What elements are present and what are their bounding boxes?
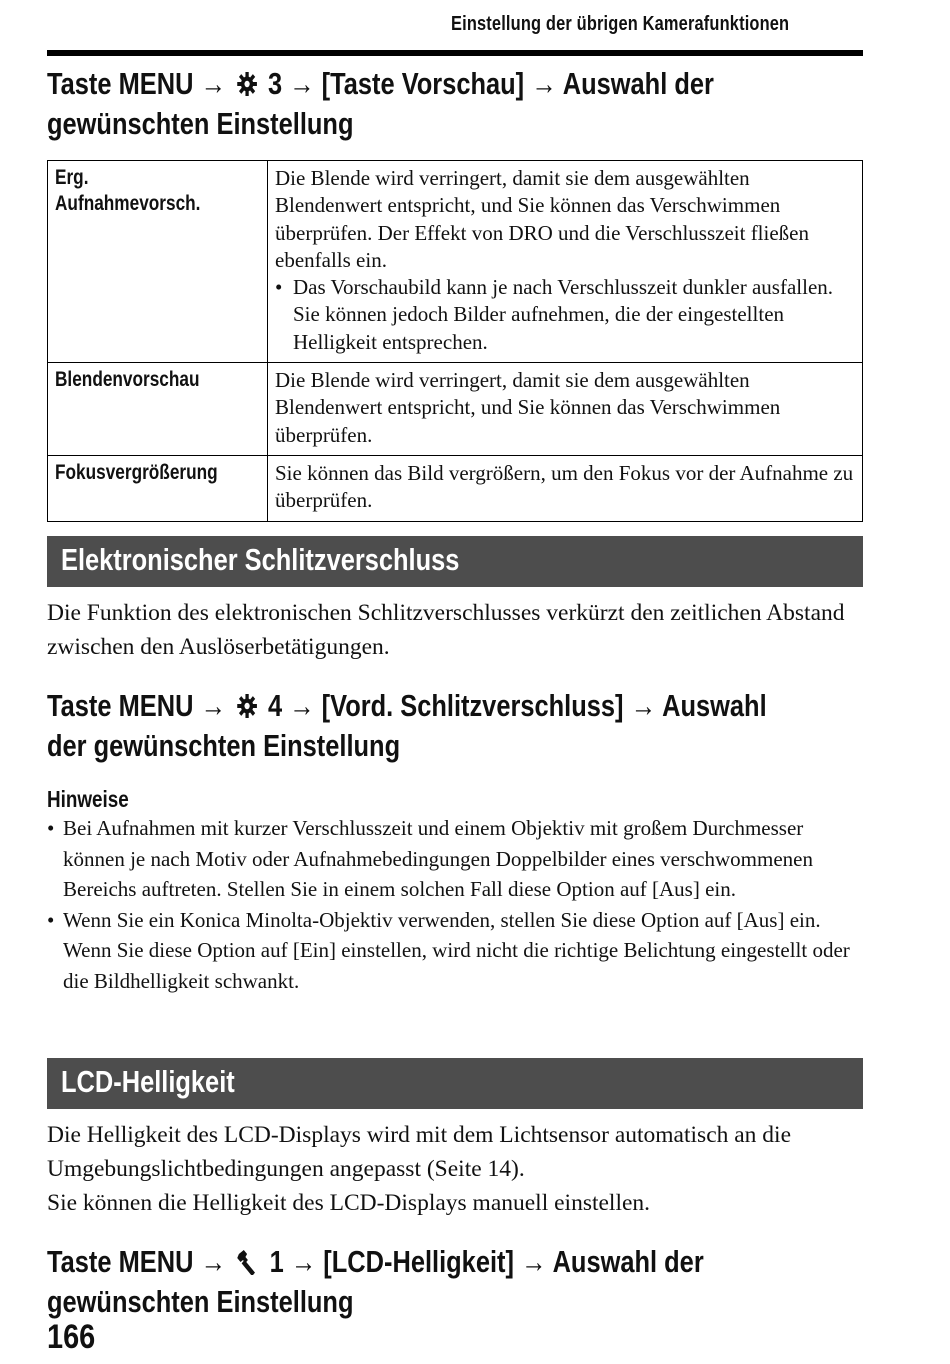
- menu-path-line-2: der gewünschten Einstellung: [47, 728, 401, 763]
- term-cell: Blendenvorschau: [48, 363, 268, 456]
- notes-list: [47, 813, 863, 996]
- bullet-note: • Das Vorschaubild kann je nach Verschlusszeit dunkler ausfallen. Sie können jedoch Bilder aufnehmen, die der eingestellten Helligkeit entsprechen.: [275, 274, 855, 356]
- menu-path-line-1: Taste MENU → 4 → [Vord. Schlitzverschluss] → Auswahl: [47, 687, 867, 727]
- menu-path-shutter: [47, 687, 867, 764]
- section-title: LCD-Helligkeit: [61, 1064, 235, 1099]
- section-title-bar-lcd: [47, 1058, 863, 1109]
- preview-settings-table: [47, 160, 863, 522]
- gear-icon: [236, 690, 257, 727]
- menu-path-line-1: Taste MENU → 3 → [Taste Vorschau] → Auswahl der: [47, 65, 867, 105]
- lcd-intro: Die Helligkeit des LCD-Displays wird mit dem Lichtsensor automatisch an die Umgebungslichtbedingungen angepasst (Seite 14). Sie können die Helligkeit des LCD-Displays manuell einstellen.: [47, 1122, 792, 1216]
- table-row: [48, 455, 863, 521]
- header-rule: [47, 50, 863, 56]
- section-title: Elektronischer Schlitzverschluss: [61, 542, 460, 577]
- description-cell: Die Blende wird verringert, damit sie dem ausgewählten Blendenwert entspricht, und Sie können das Verschwimmen überprüfen.: [268, 363, 863, 456]
- term-cell: Fokusvergrößerung: [48, 455, 268, 521]
- term-cell: Erg. Aufnahmevorsch.: [48, 161, 268, 363]
- running-header: Einstellung der übrigen Kamerafunktionen: [450, 13, 789, 35]
- wrench-icon: [236, 1246, 259, 1283]
- page-number: 166: [47, 1318, 96, 1356]
- menu-path-preview: [47, 65, 867, 142]
- gear-icon: [236, 68, 257, 105]
- menu-path-line-2: gewünschten Einstellung: [47, 106, 354, 141]
- list-item: • Bei Aufnahmen mit kurzer Verschlusszeit und einem Objektiv mit großem Durchmesser können je nach Motiv oder Aufnahmebedingungen Doppelbilder eines verschwommenen Bereichs auftreten. Stellen Sie in einem solchen Fall diese Option auf [Aus] ein.: [47, 813, 863, 905]
- description-cell: Die Blende wird verringert, damit sie dem ausgewählten Blendenwert entspricht, und Sie können das Verschwimmen überprüfen. Der Effekt von DRO und die Verschlusszeit fließen ebenfalls ein. • Das Vorschaubild kann je nach Verschlusszeit dunkler ausfallen. Sie können jedoch Bilder aufnehmen, die der eingestellten Helligkeit entsprechen.: [268, 161, 863, 363]
- description-cell: Sie können das Bild vergrößern, um den Fokus vor der Aufnahme zu überprüfen.: [268, 455, 863, 521]
- shutter-intro: Die Funktion des elektronischen Schlitzverschlusses verkürzt den zeitlichen Abstand zwischen den Auslöserbetätigungen.: [47, 600, 845, 660]
- notes-title: Hinweise: [47, 786, 129, 812]
- menu-path-line-1: Taste MENU → 1 → [LCD-Helligkeit] → Auswahl der: [47, 1243, 867, 1283]
- list-item: • Wenn Sie ein Konica Minolta-Objektiv verwenden, stellen Sie diese Option auf [Aus] ein. Wenn Sie diese Option auf [Ein] einstellen, wird nicht die richtige Belichtung eingestellt oder die Bildhelligkeit schwankt.: [47, 905, 863, 997]
- menu-path-lcd: [47, 1243, 867, 1320]
- table-row: [48, 363, 863, 456]
- menu-path-line-2: gewünschten Einstellung: [47, 1284, 354, 1319]
- table-row: [48, 161, 863, 363]
- section-title-bar-shutter: [47, 536, 863, 587]
